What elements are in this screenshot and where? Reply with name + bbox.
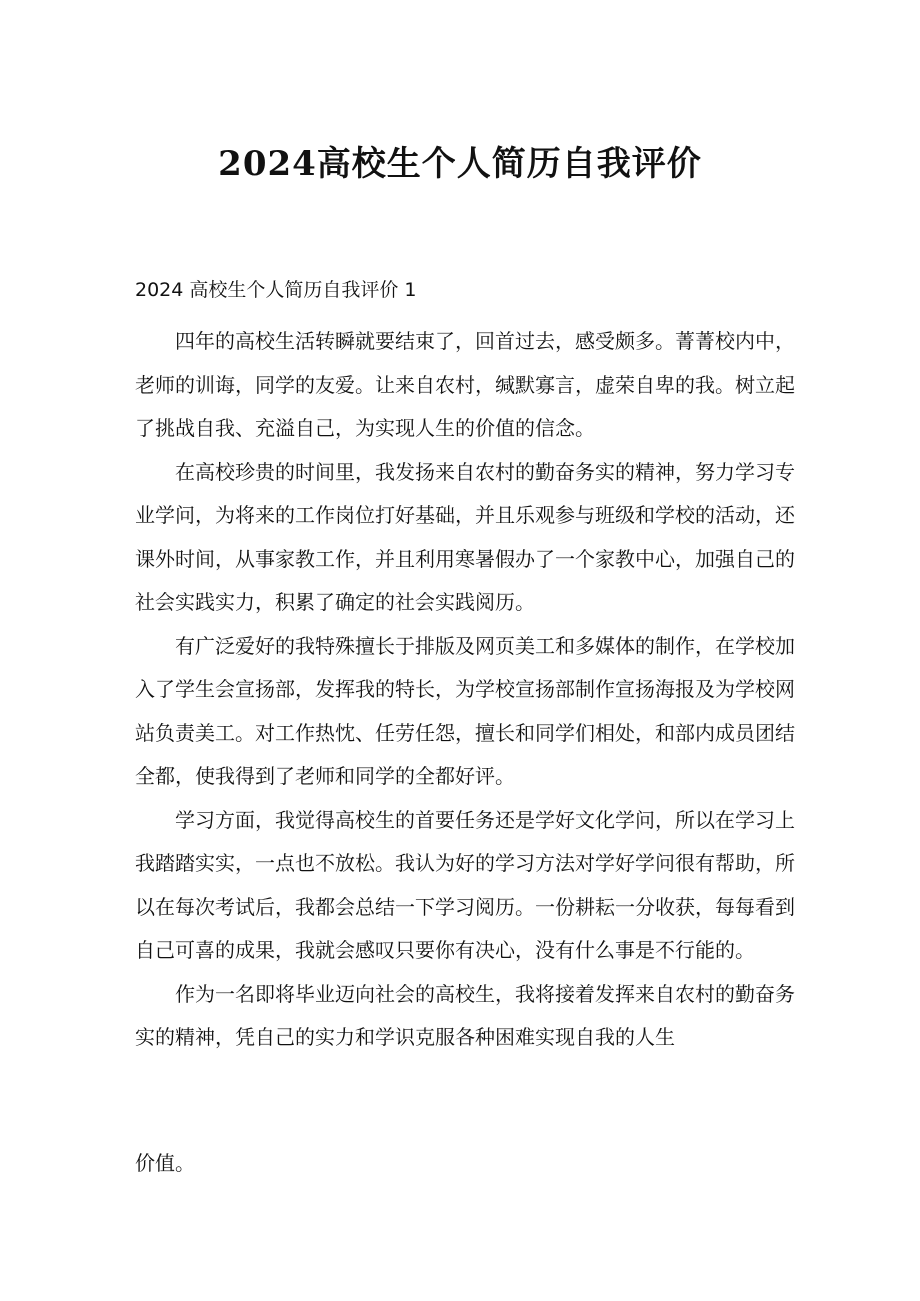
paragraph-1: 四年的高校生活转瞬就要结束了，回首过去，感受颇多。菁菁校内中，老师的训诲，同学的友爱。让来自农村，缄默寡言，虚荣自卑的我。树立起了挑战自我、充溢自己，为实现人生的价值的信念。 <box>135 329 795 440</box>
paragraph-2: 在高校珍贵的时间里，我发扬来自农村的勤奋务实的精神，努力学习专业学问，为将来的工作岗位打好基础，并且乐观参与班级和学校的活动，还课外时间，从事家教工作，并且利用寒暑假办了一个家教中心，加强自己的社会实践实力，积累了确定的社会实践阅历。 <box>135 459 795 614</box>
document-title: 2024高校生个人简历自我评价 <box>218 144 702 184</box>
paragraph-5: 作为一名即将毕业迈向社会的高校生，我将接着发挥来自农村的勤奋务实的精神，凭自己的实力和学识克服各种困难实现自我的人生 <box>135 981 795 1049</box>
section-heading: 2024 高校生个人简历自我评价 1 <box>135 279 417 301</box>
paragraph-3: 有广泛爱好的我特殊擅长于排版及网页美工和多媒体的制作，在学校加入了学生会宣扬部，发挥我的特长，为学校宣扬部制作宣扬海报及为学校网站负责美工。对工作热忱、任劳任怨，擅长和同学们相处，和部内成员团结全都，使我得到了老师和同学的全都好评。 <box>135 633 795 788</box>
document-body <box>135 320 795 1060</box>
paragraph-4: 学习方面，我觉得高校生的首要任务还是学好文化学问，所以在学习上我踏踏实实，一点也不放松。我认为好的学习方法对学好学问很有帮助，所以在每次考试后，我都会总结一下学习阅历。一份耕耘一分收获，每每看到自己可喜的成果，我就会感叹只要你有决心，没有什么事是不行能的。 <box>135 807 795 962</box>
paragraph-tail: 价值。 <box>135 1151 195 1175</box>
